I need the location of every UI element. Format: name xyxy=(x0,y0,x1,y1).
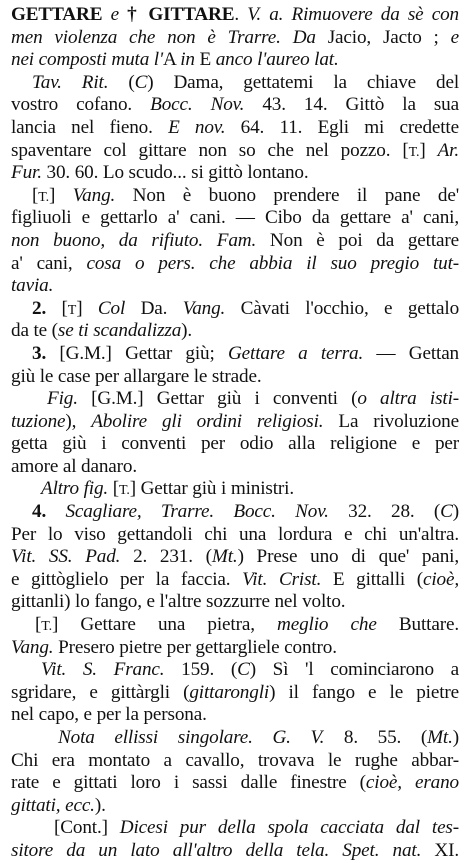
entry-line: men violenza che non è Trarre. Da Jacio, Jacto ; e xyxy=(11,26,459,48)
entry-line: GETTARE e † GITTARE. V. a. Rimuovere da sè con xyxy=(11,4,459,25)
entry-line: Vang. Presero pietre per gettargliele contro. xyxy=(11,636,337,658)
entry-line: Chi era montato a cavallo, trovava le rughe abbar- xyxy=(11,749,459,771)
entry-line: figliuoli e gettarlo a' cani. — Cibo da gettare a' cani, xyxy=(11,207,459,229)
entry-line: spaventare col gittare non so che nel pozzo. [T.] Ar. xyxy=(11,139,459,161)
entry-line: vostro cofano. Bocc. Nov. 43. 14. Gittò la sua xyxy=(11,94,459,116)
entry-line: getta giù i conventi per odio alla religione e per xyxy=(11,433,459,455)
entry-line: non buono, da rifiuto. Fam. Non è poi da gettare xyxy=(11,229,459,251)
entry-line: giù le case per allargare le strade. xyxy=(11,365,262,387)
entry-line: a' cani, cosa o pers. che abbia il suo pregio tut- xyxy=(11,252,459,274)
entry-line: nel capo, e per la persona. xyxy=(11,704,207,726)
entry-line: tuzione), Abolire gli ordini religiosi. La rivoluzione xyxy=(11,410,459,432)
entry-line: lancia nel fieno. E nov. 64. 11. Egli mi credette xyxy=(11,116,459,138)
entry-line: Vit. SS. Pad. 2. 231. (Mt.) Prese uno di que' pani, xyxy=(11,546,459,568)
entry-line: nei composti muta l'A in E anco l'aureo lat. xyxy=(11,49,339,71)
entry-line: Fig. [G.M.] Gettar giù i conventi (o altra isti- xyxy=(47,388,459,410)
entry-line: rate e gittati loro i sassi dalle finestre (cioè, erano xyxy=(11,772,459,794)
entry-line: e gittòglielo per la faccia. Vit. Crist. E gittalli (cioè, xyxy=(11,568,459,590)
entry-line: [Cont.] Dicesi pur della spola cacciata dal tes- xyxy=(54,817,459,839)
entry-line: gittati, ecc.). xyxy=(11,794,106,816)
entry-line: [T.] Gettare una pietra, meglio che Buttare. xyxy=(35,614,459,636)
entry-line: amore al danaro. xyxy=(11,455,137,477)
entry-line: Per lo viso gettandoli chi una lordura e chi un'altra. xyxy=(11,523,459,545)
entry-line: gittanli) lo fango, e l'altre sozzurre nel volto. xyxy=(11,591,346,613)
entry-line: 3. [G.M.] Gettar giù; Gettare a terra. — Gettan xyxy=(32,342,459,364)
entry-line: sgridare, e gittàrgli (gittarongli) il fango e le pietre xyxy=(11,681,459,703)
dictionary-entry-gettare xyxy=(11,4,459,863)
entry-line: Altro fig. [T.] Gettar giù i ministri. xyxy=(41,478,294,500)
entry-line: da te (se ti scandalizza). xyxy=(11,320,193,342)
entry-line: [T.] Vang. Non è buono prendere il pane de' xyxy=(32,184,459,206)
entry-line: Vit. S. Franc. 159. (C) Sì 'l cominciarono a xyxy=(41,659,459,681)
entry-line: 2. [T] Col Da. Vang. Càvati l'occhio, e gettalo xyxy=(32,297,459,319)
entry-line: 4. Scagliare, Trarre. Bocc. Nov. 32. 28. (C) xyxy=(32,501,459,523)
entry-line: Nota ellissi singolare. G. V. 8. 55. (Mt.) xyxy=(58,727,459,748)
entry-line: sitore da un lato all'altro della tela. Spet. nat. XI. xyxy=(11,839,459,861)
entry-line: Fur. 30. 60. Lo scudo... si gittò lontano. xyxy=(11,162,309,184)
entry-line: Tav. Rit. (C) Dama, gettatemi la chiave del xyxy=(32,71,459,93)
entry-line: tavia. xyxy=(11,275,54,297)
